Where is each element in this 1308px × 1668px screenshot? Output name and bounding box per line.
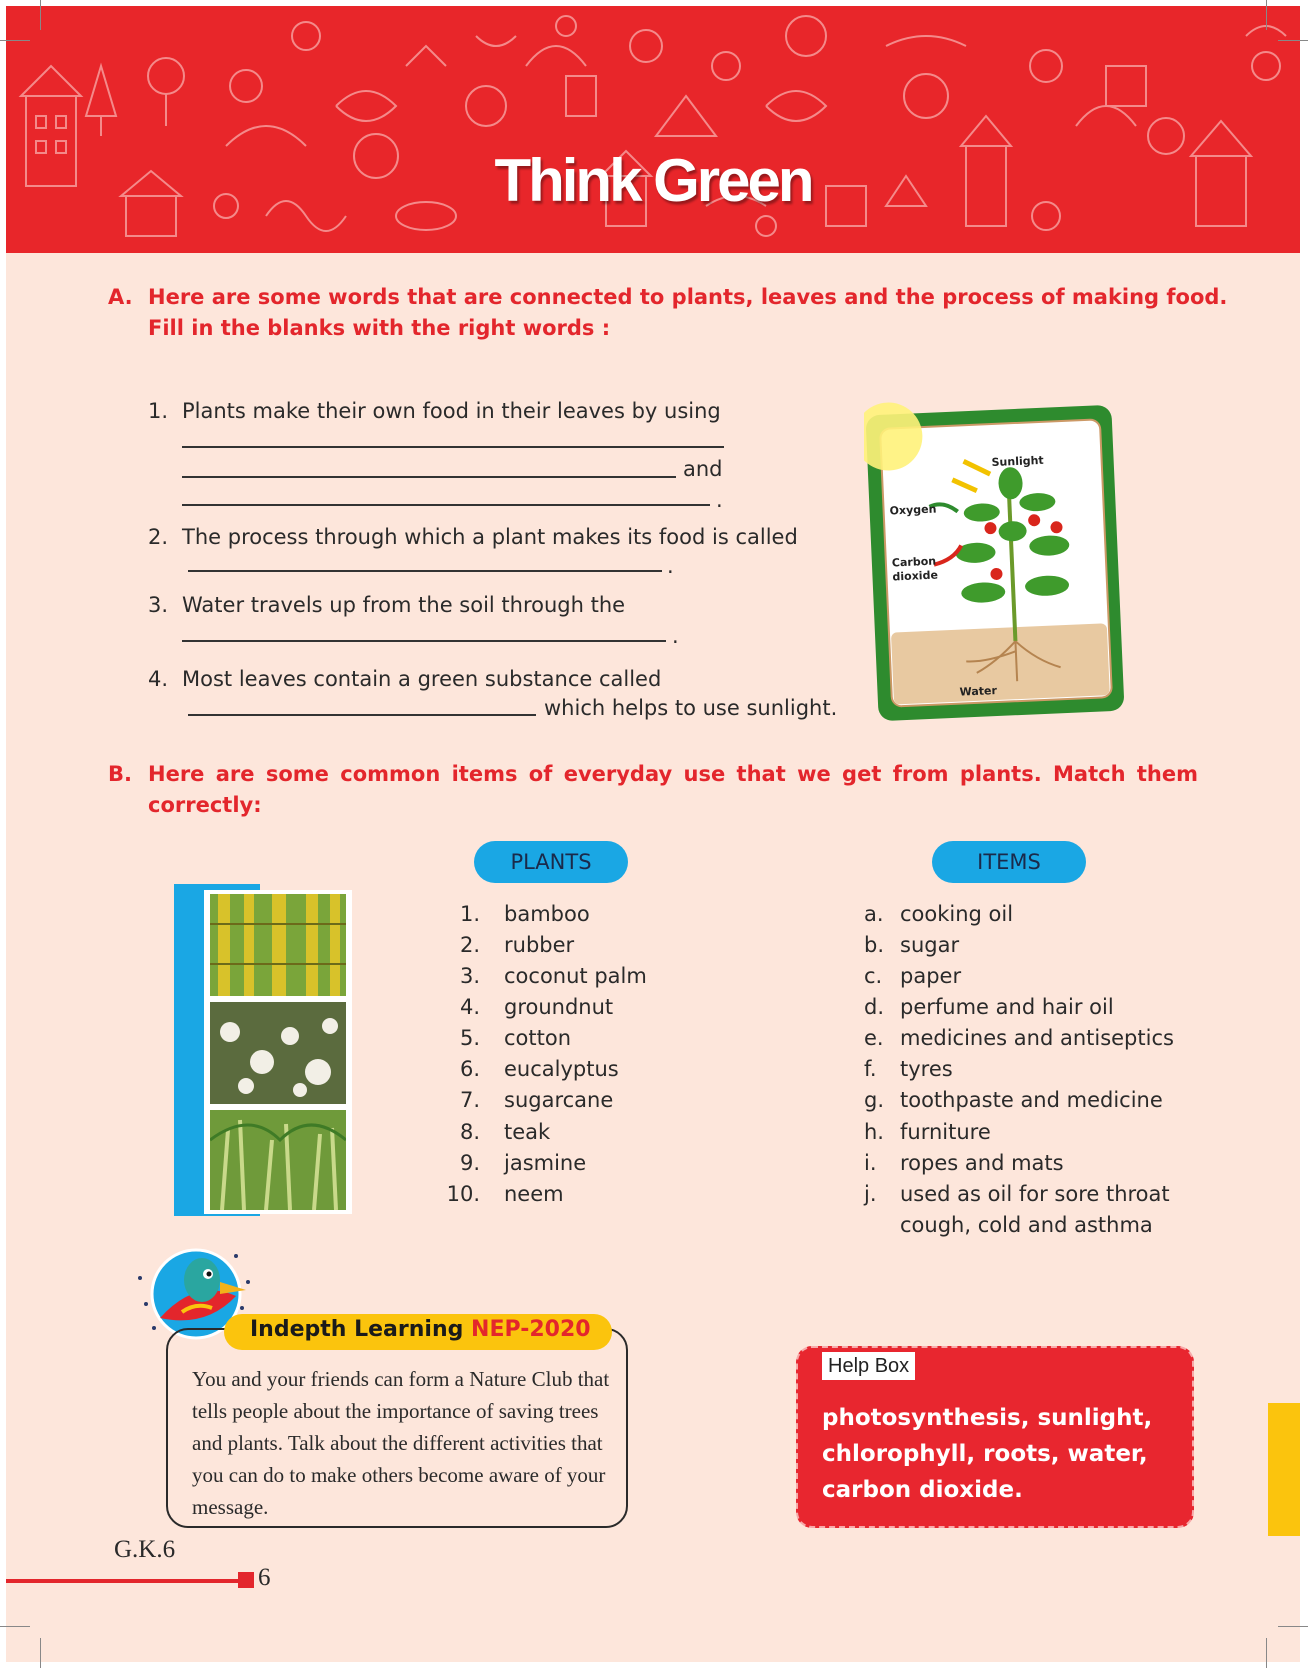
page-title: Think Green [494,147,812,214]
footer-red-line [6,1579,238,1583]
item-letter: g. [864,1088,885,1112]
sugarcane-photo [210,1110,346,1210]
section-a-heading-line2: Fill in the blanks with the right words : [148,316,611,340]
question-2-blank[interactable] [188,552,662,572]
footer-code: G.K.6 [114,1536,176,1563]
sunlight-label: Sunlight [991,453,1044,470]
item-name: perfume and hair oil [900,995,1114,1019]
plant-name: jasmine [504,1151,587,1175]
plant-name: groundnut [504,995,614,1019]
question-4-number: 4. [148,667,169,691]
items-column-header: ITEMS [932,841,1086,883]
item-name: medicines and antiseptics [900,1026,1174,1050]
question-1-number: 1. [148,399,169,423]
section-a-heading-line1: Here are some words that are connected to plants, leaves and the process of making food. [148,285,1228,309]
question-2-end: . [667,554,674,578]
page-number: 6 [258,1564,271,1591]
item-letter: b. [864,933,885,957]
carbon-label: Carbon [891,554,937,570]
question-1-blank-1[interactable] [182,428,724,448]
item-letter: c. [864,964,883,988]
item-letter: j. [864,1182,877,1206]
item-name: paper [900,964,962,988]
nep-text: You and your friends can form a Nature Club that tells people about the importance of saving trees and plants. Talk about the different activities that you can do to make others become aware of your message. [192,1367,610,1519]
crop-mark [1278,40,1308,41]
plant-number: 3. [459,964,480,988]
plant-number: 9. [459,1151,480,1175]
item-letter: e. [864,1026,884,1050]
crop-mark [0,40,30,41]
question-4-after-blank: which helps to use sunlight. [544,696,838,720]
question-3-text: Water travels up from the soil through the [182,593,626,617]
plant-name: neem [504,1182,564,1206]
plant-name: rubber [504,933,575,957]
question-4-blank[interactable] [188,696,536,716]
plant-name: coconut palm [504,964,647,988]
section-b-letter: B. [108,762,132,786]
item-letter: h. [864,1120,884,1144]
cotton-photo [210,1002,346,1104]
plants-column-header: PLANTS [474,841,628,883]
plant-number: 2. [459,933,480,957]
question-4-text: Most leaves contain a green substance called [182,667,662,691]
section-a-letter: A. [108,285,133,309]
plant-number: 5. [459,1026,480,1050]
plant-number: 6. [459,1057,480,1081]
section-b-heading-line2: correctly: [148,793,262,817]
plant-number: 4. [459,995,480,1019]
question-1-text: Plants make their own food in their leaves by using [182,399,721,423]
water-label: Water [959,684,998,699]
item-letter: i. [864,1151,877,1175]
question-1-blank-3[interactable] [182,486,710,506]
section-b-heading-line1: Here are some common items of everyday use that we get from plants. Match them [148,762,1198,786]
crop-mark [1266,1638,1267,1668]
plant-name: bamboo [504,902,590,926]
item-name-continued: cough, cold and asthma [900,1213,1153,1237]
crop-mark [40,1638,41,1668]
item-name: tyres [900,1057,953,1081]
title-banner [6,6,1300,253]
nep-title [250,1317,591,1342]
item-name: ropes and mats [900,1151,1064,1175]
plant-number: 10. [446,1182,480,1206]
question-3-number: 3. [148,593,169,617]
dioxide-label: dioxide [892,568,939,584]
oxygen-label: Oxygen [889,502,937,518]
help-box-title: Help Box [822,1352,915,1380]
plant-name: teak [504,1120,551,1144]
side-tab [1268,1403,1300,1536]
plant-name: sugarcane [504,1088,614,1112]
nep-title-black: Indepth Learning [250,1317,464,1342]
bamboo-photo [210,894,346,996]
soil [891,623,1110,704]
question-3-blank[interactable] [182,622,666,642]
question-1-blank-2[interactable] [182,458,676,478]
plant-number: 8. [459,1120,480,1144]
crop-mark [1266,0,1267,30]
question-3-end: . [672,624,679,648]
help-box [796,1346,1194,1528]
crop-mark [1278,1626,1308,1627]
question-1-and: and [683,457,723,481]
item-name: sugar [900,933,960,957]
nep-title-red: NEP-2020 [471,1317,591,1342]
footer-red-square [238,1572,254,1588]
question-1-end: . [716,488,723,512]
item-name: cooking oil [900,902,1014,926]
item-letter: f. [864,1057,877,1081]
item-name: used as oil for sore throat [900,1182,1170,1206]
plant-number: 1. [459,902,480,926]
item-name: furniture [900,1120,991,1144]
plant-name: eucalyptus [504,1057,619,1081]
crop-mark [40,0,41,30]
item-letter: d. [864,995,885,1019]
worksheet-page [6,6,1300,1662]
plant-name: cotton [504,1026,572,1050]
question-2-number: 2. [148,525,169,549]
doodle-pattern [6,6,1300,253]
crop-mark [0,1626,30,1627]
question-2-text: The process through which a plant makes its food is called [182,525,798,549]
item-letter: a. [864,902,884,926]
plant-number: 7. [459,1088,480,1112]
help-box-text: photosynthesis, sunlight, chlorophyll, roots, water, carbon dioxide. [822,1405,1153,1503]
item-name: toothpaste and medicine [900,1088,1163,1112]
photosynthesis-diagram [864,402,1126,724]
